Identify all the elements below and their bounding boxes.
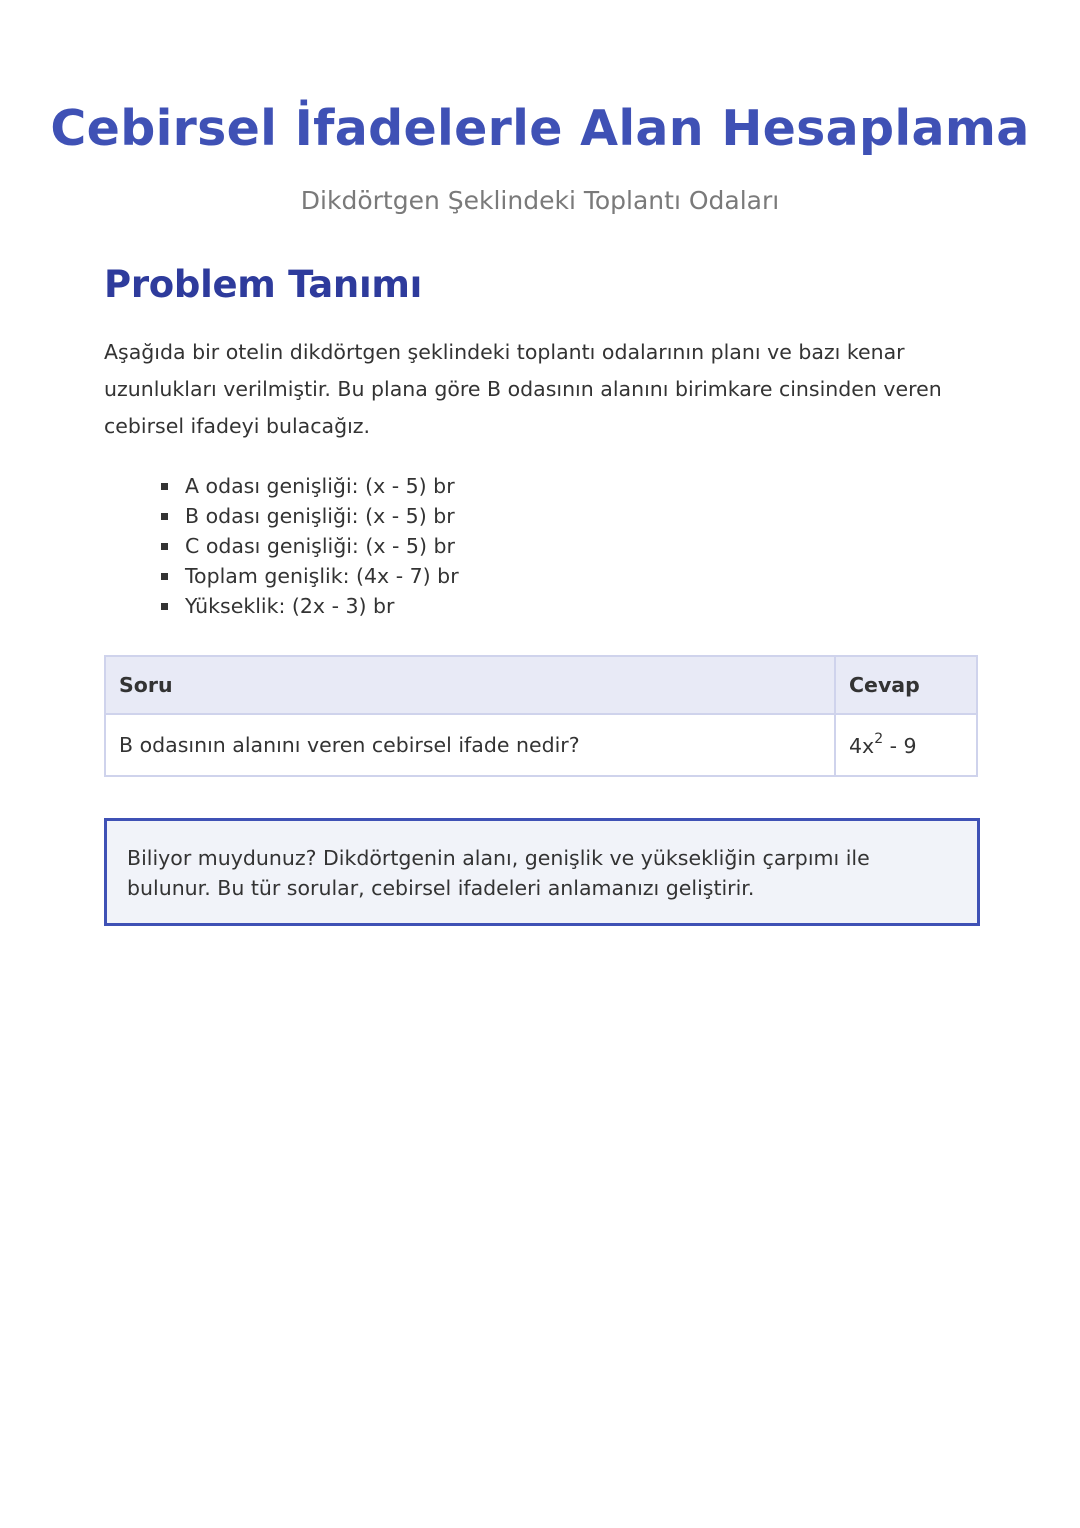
- question-answer-table: [104, 655, 978, 777]
- info-callout-box: [104, 818, 980, 926]
- section-heading-problem: Problem Tanımı: [104, 263, 422, 306]
- column-header-question: Soru: [105, 656, 835, 714]
- list-item-text: Yükseklik: (2x - 3) br: [185, 594, 395, 618]
- square-bullet-icon: [161, 543, 168, 550]
- answer-exponent: 2: [874, 730, 884, 747]
- problem-intro-paragraph: Aşağıda bir otelin dikdörtgen şeklindeki toplantı odalarının planı ve bazı kenar uzunlukları verilmiştir. Bu plana göre B odasının alanını birimkare cinsinden veren cebirsel ifadeyi bulacağız.: [104, 340, 942, 438]
- list-item: [160, 501, 459, 531]
- list-item: [160, 591, 459, 621]
- list-item-text: Toplam genişlik: (4x - 7) br: [185, 564, 459, 588]
- list-item-text: A odası genişliği: (x - 5) br: [185, 474, 455, 498]
- list-item: [160, 471, 459, 501]
- table-row: [105, 714, 977, 776]
- dimension-list: [160, 471, 459, 621]
- info-callout-text: Biliyor muydunuz? Dikdörtgenin alanı, genişlik ve yüksekliğin çarpımı ile bulunur. Bu tür sorular, cebirsel ifadeleri anlamanızı geliştirir.: [127, 846, 870, 900]
- list-item-text: B odası genişliği: (x - 5) br: [185, 504, 455, 528]
- answer-rest: - 9: [883, 733, 917, 758]
- column-header-answer: Cevap: [835, 656, 977, 714]
- page-subtitle: Dikdörtgen Şeklindeki Toplantı Odaları: [300, 186, 780, 215]
- square-bullet-icon: [161, 573, 168, 580]
- answer-base: 4x: [849, 733, 875, 758]
- table-header-row: [105, 656, 977, 714]
- list-item: [160, 531, 459, 561]
- answer-cell: [835, 714, 977, 776]
- page-title: Cebirsel İfadelerle Alan Hesaplama: [50, 100, 1030, 157]
- square-bullet-icon: [161, 483, 168, 490]
- list-item-text: C odası genişliği: (x - 5) br: [185, 534, 455, 558]
- list-item: [160, 561, 459, 591]
- square-bullet-icon: [161, 603, 168, 610]
- square-bullet-icon: [161, 513, 168, 520]
- question-cell: B odasının alanını veren cebirsel ifade nedir?: [105, 714, 835, 776]
